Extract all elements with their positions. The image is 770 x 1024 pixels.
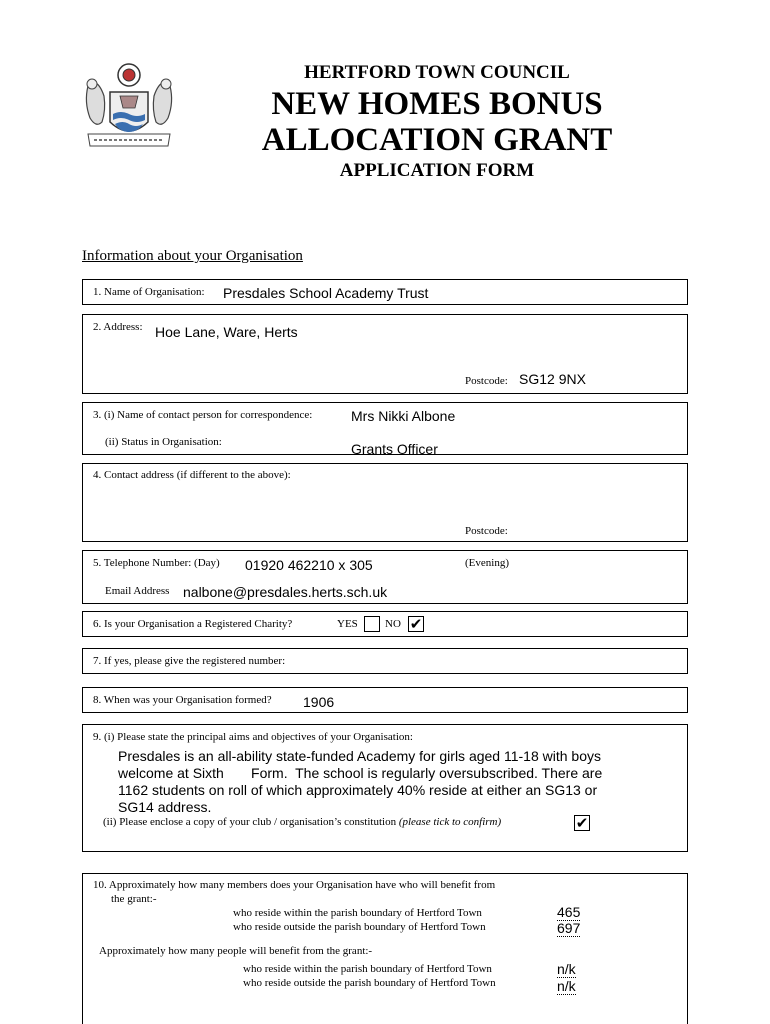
- members-within-label: who reside within the parish boundary of Hertford Town: [233, 907, 482, 919]
- section-heading: Information about your Organisation: [82, 248, 303, 264]
- question-6-box: [82, 611, 688, 637]
- question-2-box: [82, 314, 688, 394]
- people-outside-label: who reside outside the parish boundary of Hertford Town: [243, 977, 496, 989]
- charity-no-checkbox[interactable]: ✔: [409, 615, 423, 633]
- aims-answer[interactable]: [118, 748, 602, 816]
- question-4-box: [82, 463, 688, 542]
- aims-answer-line: 1162 students on roll of which approximately 40% reside at either an SG13 or: [118, 782, 598, 798]
- formed-field[interactable]: 1906: [303, 694, 335, 710]
- question-9-box: [82, 724, 688, 852]
- members-question-line1: 10. Approximately how many members does your Organisation have who will benefit from: [93, 879, 496, 891]
- aims-label: 9. (i) Please state the principal aims and objectives of your Organisation:: [93, 731, 413, 743]
- contact-address-label: 4. Contact address (if different to the above):: [93, 469, 291, 481]
- aims-answer-line: Presdales is an all-ability state-funded Academy for girls aged 11-18 with boys: [118, 748, 601, 764]
- constitution-tick-instruction: (please tick to confirm): [398, 816, 502, 828]
- question-8-box: [82, 687, 688, 713]
- contact-postcode-label: Postcode:: [465, 525, 508, 537]
- question-1-box: [82, 279, 688, 305]
- aims-answer-line: welcome at Sixth Form. The school is regularly oversubscribed. There are: [118, 765, 603, 781]
- telephone-day-field[interactable]: 01920 462210 x 305: [245, 557, 373, 573]
- form-title-line2: ALLOCATION GRANT: [261, 122, 613, 158]
- council-name: HERTFORD TOWN COUNCIL: [304, 62, 570, 83]
- charity-no-label: NO: [385, 618, 401, 630]
- people-outside-field[interactable]: n/k: [557, 978, 576, 994]
- address-label: 2. Address:: [93, 321, 143, 333]
- telephone-day-label: 5. Telephone Number: (Day): [93, 557, 220, 569]
- contact-person-label: 3. (i) Name of contact person for correspondence:: [93, 409, 313, 421]
- question-7-box: [82, 648, 688, 674]
- constitution-label-text: (ii) Please enclose a copy of your club / organisation’s constitution: [103, 816, 397, 828]
- coat-of-arms-icon: [80, 62, 178, 154]
- postcode-field[interactable]: SG12 9NX: [519, 371, 586, 387]
- question-10-box: [82, 873, 688, 1024]
- members-outside-field[interactable]: 697: [557, 920, 581, 936]
- formed-label: 8. When was your Organisation formed?: [93, 694, 272, 706]
- members-question-line2: the grant:-: [111, 893, 157, 905]
- constitution-checkbox[interactable]: ✔: [575, 814, 589, 832]
- constitution-label: [103, 816, 501, 828]
- form-title-line1: NEW HOMES BONUS: [271, 86, 603, 122]
- question-5-box: [82, 550, 688, 604]
- organisation-name-field[interactable]: Presdales School Academy Trust: [223, 285, 429, 301]
- charity-label: 6. Is your Organisation a Registered Charity?: [93, 618, 293, 630]
- email-field[interactable]: nalbone@presdales.herts.sch.uk: [183, 584, 388, 600]
- form-subtitle: APPLICATION FORM: [339, 160, 535, 181]
- email-label: Email Address: [105, 585, 170, 597]
- members-within-field[interactable]: 465: [557, 904, 581, 920]
- people-question-label: Approximately how many people will benefit from the grant:-: [99, 945, 373, 957]
- address-field[interactable]: Hoe Lane, Ware, Herts: [155, 324, 298, 340]
- status-field[interactable]: Grants Officer: [351, 441, 438, 457]
- status-label: (ii) Status in Organisation:: [105, 436, 222, 448]
- aims-answer-line: SG14 address.: [118, 799, 212, 815]
- charity-yes-checkbox[interactable]: [364, 616, 380, 632]
- charity-yes-label: YES: [337, 618, 358, 630]
- members-outside-label: who reside outside the parish boundary of Hertford Town: [233, 921, 486, 933]
- organisation-name-label: 1. Name of Organisation:: [93, 286, 205, 298]
- contact-person-field[interactable]: Mrs Nikki Albone: [351, 408, 456, 424]
- postcode-label: Postcode:: [465, 375, 508, 387]
- telephone-evening-label: (Evening): [465, 557, 509, 569]
- question-3-box: [82, 402, 688, 455]
- registered-number-label: 7. If yes, please give the registered number:: [93, 655, 286, 667]
- people-within-label: who reside within the parish boundary of Hertford Town: [243, 963, 492, 975]
- people-within-field[interactable]: n/k: [557, 961, 576, 977]
